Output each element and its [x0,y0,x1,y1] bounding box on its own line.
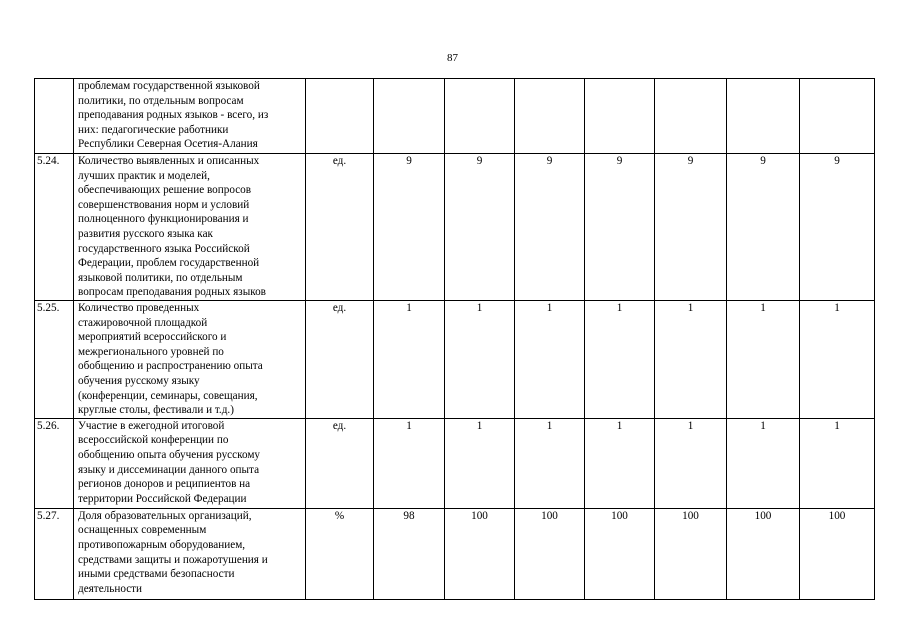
value-cell: 1 [585,418,655,508]
value-cell: 1 [374,301,445,419]
unit-cell: ед. [306,301,374,419]
value-cell [655,79,727,154]
indicator-name-line: территории Российской Федерации [78,492,247,505]
indicator-name-line: обеспечивающих решение вопросов [78,184,252,197]
indicator-name-line: обучения русскому языку [78,374,200,387]
value-cell: 98 [374,508,445,599]
indicator-name-line: Республики Северная Осетия-Алания [78,138,258,151]
indicator-name-line: развития русского языка как [78,227,213,240]
value-cell: 100 [655,508,727,599]
value-cell: 100 [445,508,515,599]
indicator-name-line: них: педагогические работники [78,123,229,136]
indicator-name-line: государственного языка Российской [78,242,250,255]
indicator-name-line: Участие в ежегодной итоговой [78,419,225,432]
table-body [35,79,875,600]
unit-cell: ед. [306,418,374,508]
indicator-name-line: полноценного функционирования и [78,213,249,226]
value-cell: 9 [585,154,655,301]
unit-cell [306,79,374,154]
indicator-name-line: Количество выявленных и описанных [78,155,260,167]
value-cell: 9 [800,154,875,301]
row-number-cell: 5.24. [35,154,74,301]
indicator-name-line: мероприятий всероссийского и [78,331,227,344]
value-cell: 100 [727,508,800,599]
page-number: 87 [447,52,458,64]
value-cell [445,79,515,154]
value-cell: 9 [727,154,800,301]
indicator-name-cell [74,508,306,599]
value-cell: 1 [655,301,727,419]
value-cell: 1 [727,418,800,508]
value-cell: 1 [800,301,875,419]
value-cell: 1 [445,301,515,419]
indicator-name-line: проблемам государственной языковой [78,80,260,92]
value-cell: 100 [800,508,875,599]
indicator-name-line: иными средствами безопасности [78,568,235,581]
value-cell: 1 [585,301,655,419]
indicator-name-line: политики, по отдельным вопросам [78,94,244,107]
indicator-name-line: языковой политики, по отдельным [78,271,243,284]
indicator-name-line: обобщению и распространению опыта [78,360,263,373]
indicator-name-line: совершенствования норм и условий [78,198,250,211]
indicator-name-line: вопросам преподавания родных языков [78,286,266,299]
indicator-name-line: противопожарным оборудованием, [78,538,246,551]
value-cell: 9 [655,154,727,301]
value-cell: 1 [655,418,727,508]
value-cell: 1 [515,418,585,508]
indicator-name-line: регионов доноров и реципиентов на [78,478,251,491]
value-cell: 1 [727,301,800,419]
value-cell: 100 [515,508,585,599]
value-cell: 9 [374,154,445,301]
row-number-cell: 5.26. [35,418,74,508]
indicator-name-cell [74,79,306,154]
table-row [35,154,875,301]
table-row [35,508,875,599]
value-cell: 9 [515,154,585,301]
table-row [35,79,875,154]
indicator-name-cell [74,418,306,508]
indicator-name-line: межрегионального уровней по [78,345,224,358]
indicator-name-line: деятельности [78,582,143,595]
indicators-table [34,78,875,600]
indicator-name-line: средствами защиты и пожаротушения и [78,553,268,566]
table-row [35,301,875,419]
value-cell: 100 [585,508,655,599]
indicator-name-line: обобщению опыта обучения русскому [78,448,261,461]
indicator-name-line: круглые столы, фестивали и т.д.) [78,404,234,417]
value-cell: 1 [445,418,515,508]
indicator-name-line: преподавания родных языков - всего, из [78,109,269,122]
row-number-cell: 5.27. [35,508,74,599]
indicator-name-cell [74,154,306,301]
indicator-name-line: языку и диссеминации данного опыта [78,463,260,476]
row-number-cell [35,79,74,154]
value-cell [727,79,800,154]
table-row [35,418,875,508]
unit-cell: ед. [306,154,374,301]
unit-cell: % [306,508,374,599]
indicator-name-line: оснащенных современным [78,524,207,537]
value-cell: 1 [800,418,875,508]
value-cell [515,79,585,154]
value-cell: 1 [515,301,585,419]
indicator-name-line: Доля образовательных организаций, [78,509,252,522]
indicator-name-line: всероссийской конференции по [78,434,229,447]
indicator-name-cell [74,301,306,419]
indicator-name-line: (конференции, семинары, совещания, [78,389,258,402]
value-cell [585,79,655,154]
indicator-name-line: Федерации, проблем государственной [78,257,260,270]
indicator-name-line: лучших практик и моделей, [78,169,210,182]
value-cell: 1 [374,418,445,508]
row-number-cell: 5.25. [35,301,74,419]
value-cell [374,79,445,154]
value-cell: 9 [445,154,515,301]
indicator-name-line: Количество проведенных [78,302,200,314]
indicator-name-line: стажировочной площадкой [78,316,208,329]
value-cell [800,79,875,154]
